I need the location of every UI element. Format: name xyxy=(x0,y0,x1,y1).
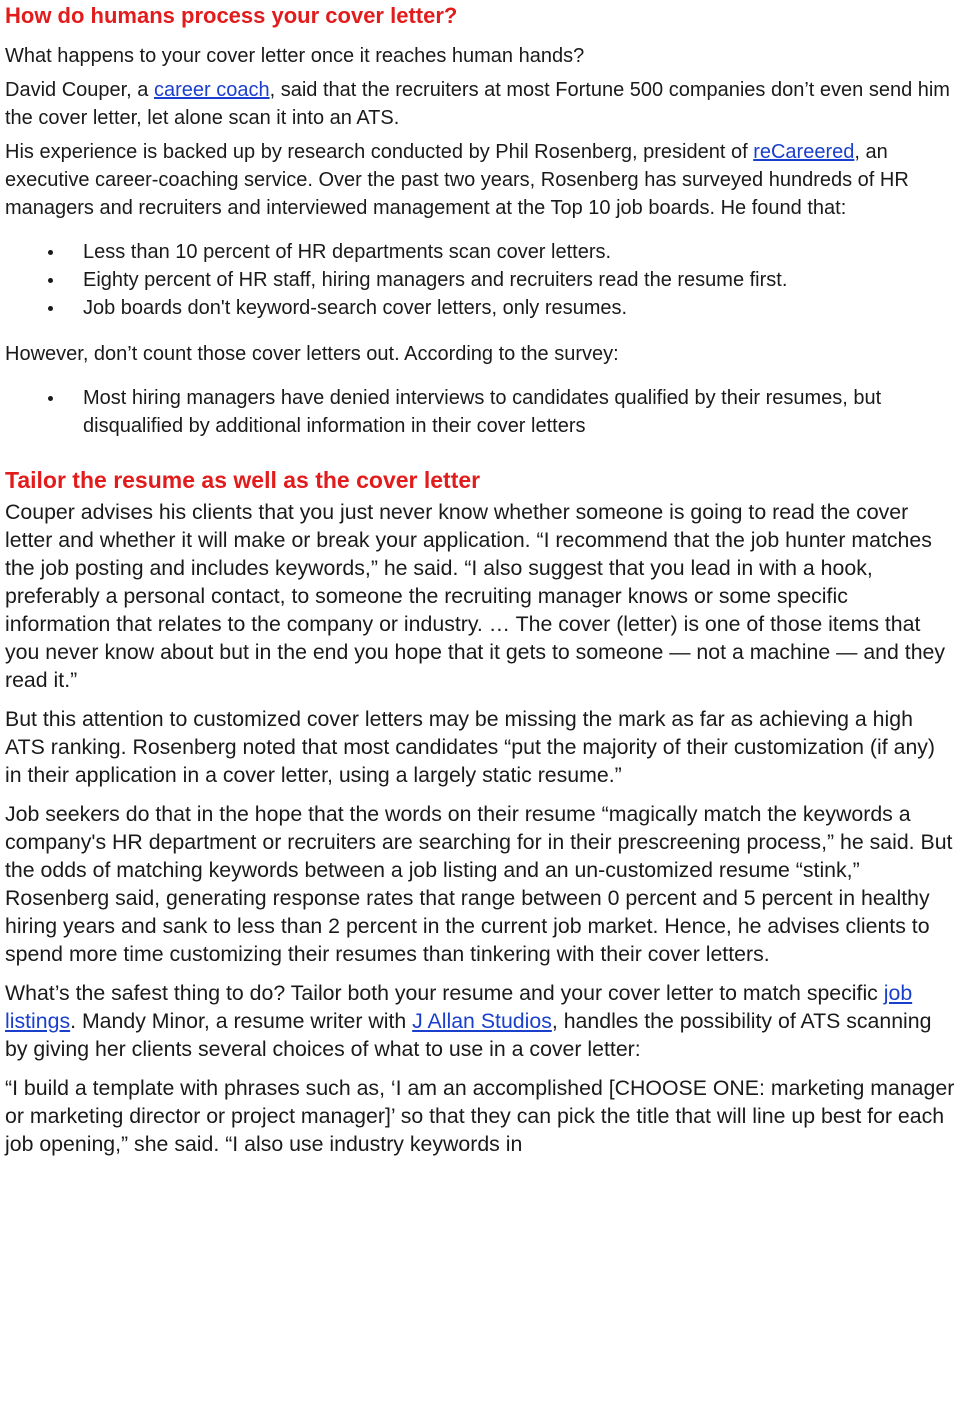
list-item: Eighty percent of HR staff, hiring managers and recruiters read the resume first. xyxy=(5,266,957,294)
j-allan-studios-link[interactable]: J Allan Studios xyxy=(412,1009,552,1033)
paragraph: Couper advises his clients that you just never know whether someone is going to read the cover letter and whether it will make or break your application. “I recommend that the job hunter matches the job posting and includes keywords,” he said. “I also suggest that you lead in with a hook, preferably a personal contact, to someone the recruiting manager knows or some specific information that relates to the company or industry. … The cover (letter) is one of those items that you never know about but in the end you hope that it gets to someone — not a machine — and they read it.” xyxy=(5,500,946,692)
paragraph: What happens to your cover letter once it reaches human hands? xyxy=(5,45,585,67)
career-coach-link[interactable]: career coach xyxy=(153,79,270,101)
text-run: . Mandy Minor, a resume writer with xyxy=(70,1009,413,1033)
section-human-processing xyxy=(5,0,957,440)
list-item: Job boards don't keyword-search cover letters, only resumes. xyxy=(5,294,957,322)
list-item: Most hiring managers have denied interviews to candidates qualified by their resumes, but disqualified by additional information in their cover letters xyxy=(5,384,957,440)
paragraph: But this attention to customized cover letters may be missing the mark as far as achieving a high ATS ranking. Rosenberg noted that most candidates “put the majority of their customization (if any) in their application in a cover letter, using a largely static resume.” xyxy=(5,707,936,787)
paragraph xyxy=(5,76,957,132)
findings-list xyxy=(5,238,957,322)
document-page xyxy=(5,0,957,1169)
text-run: His experience is backed up by research conducted by Phil Rosenberg, president of xyxy=(5,141,754,163)
list-item: Less than 10 percent of HR departments scan cover letters. xyxy=(5,238,957,266)
text-run: , handles the possibility of ATS scanning by giving her clients several choices of what to use in a cover letter: xyxy=(5,1009,932,1061)
recareered-link[interactable]: reCareered xyxy=(753,141,855,163)
paragraph: Job seekers do that in the hope that the words on their resume “magically match the keywords a company's HR department or recruiters are searching for in their prescreening process,” he said. But the odds of matching keywords between a job listing and an un-customized resume “stink,” Rosenberg said, generating response rates that range between 0 percent and 5 percent in healthy hiring years and sank to less than 2 percent in the current job market. Hence, he advises clients to spend more time customizing their resumes than tinkering with their cover letters. xyxy=(5,802,953,966)
section-heading: How do humans process your cover letter? xyxy=(5,3,458,28)
paragraph xyxy=(5,979,957,1063)
text-run: David Couper, a xyxy=(5,79,154,101)
paragraph: However, don’t count those cover letters out. According to the survey: xyxy=(5,343,619,365)
section-heading: Tailor the resume as well as the cover letter xyxy=(5,467,481,493)
paragraph xyxy=(5,138,957,222)
survey-list xyxy=(5,384,957,440)
paragraph: “I build a template with phrases such as, ‘I am an accomplished [CHOOSE ONE: marketing manager or marketing director or project manager]’ so that they can pick the title that will line up best for each job opening,” she said. “I also use industry keywords in xyxy=(5,1076,955,1156)
job-listings-link[interactable]: job listings xyxy=(5,981,913,1033)
text-run: , said that the recruiters at most Fortune 500 companies don’t even send him the cover letter, let alone scan it into an ATS. xyxy=(5,79,950,129)
text-run: , an executive career-coaching service. Over the past two years, Rosenberg has surveyed hundreds of HR managers and recruiters and interviewed management at the Top 10 job boards. He found that: xyxy=(5,141,909,219)
text-run: What’s the safest thing to do? Tailor both your resume and your cover letter to match specific xyxy=(5,981,884,1005)
section-tailor-resume xyxy=(5,466,957,1158)
